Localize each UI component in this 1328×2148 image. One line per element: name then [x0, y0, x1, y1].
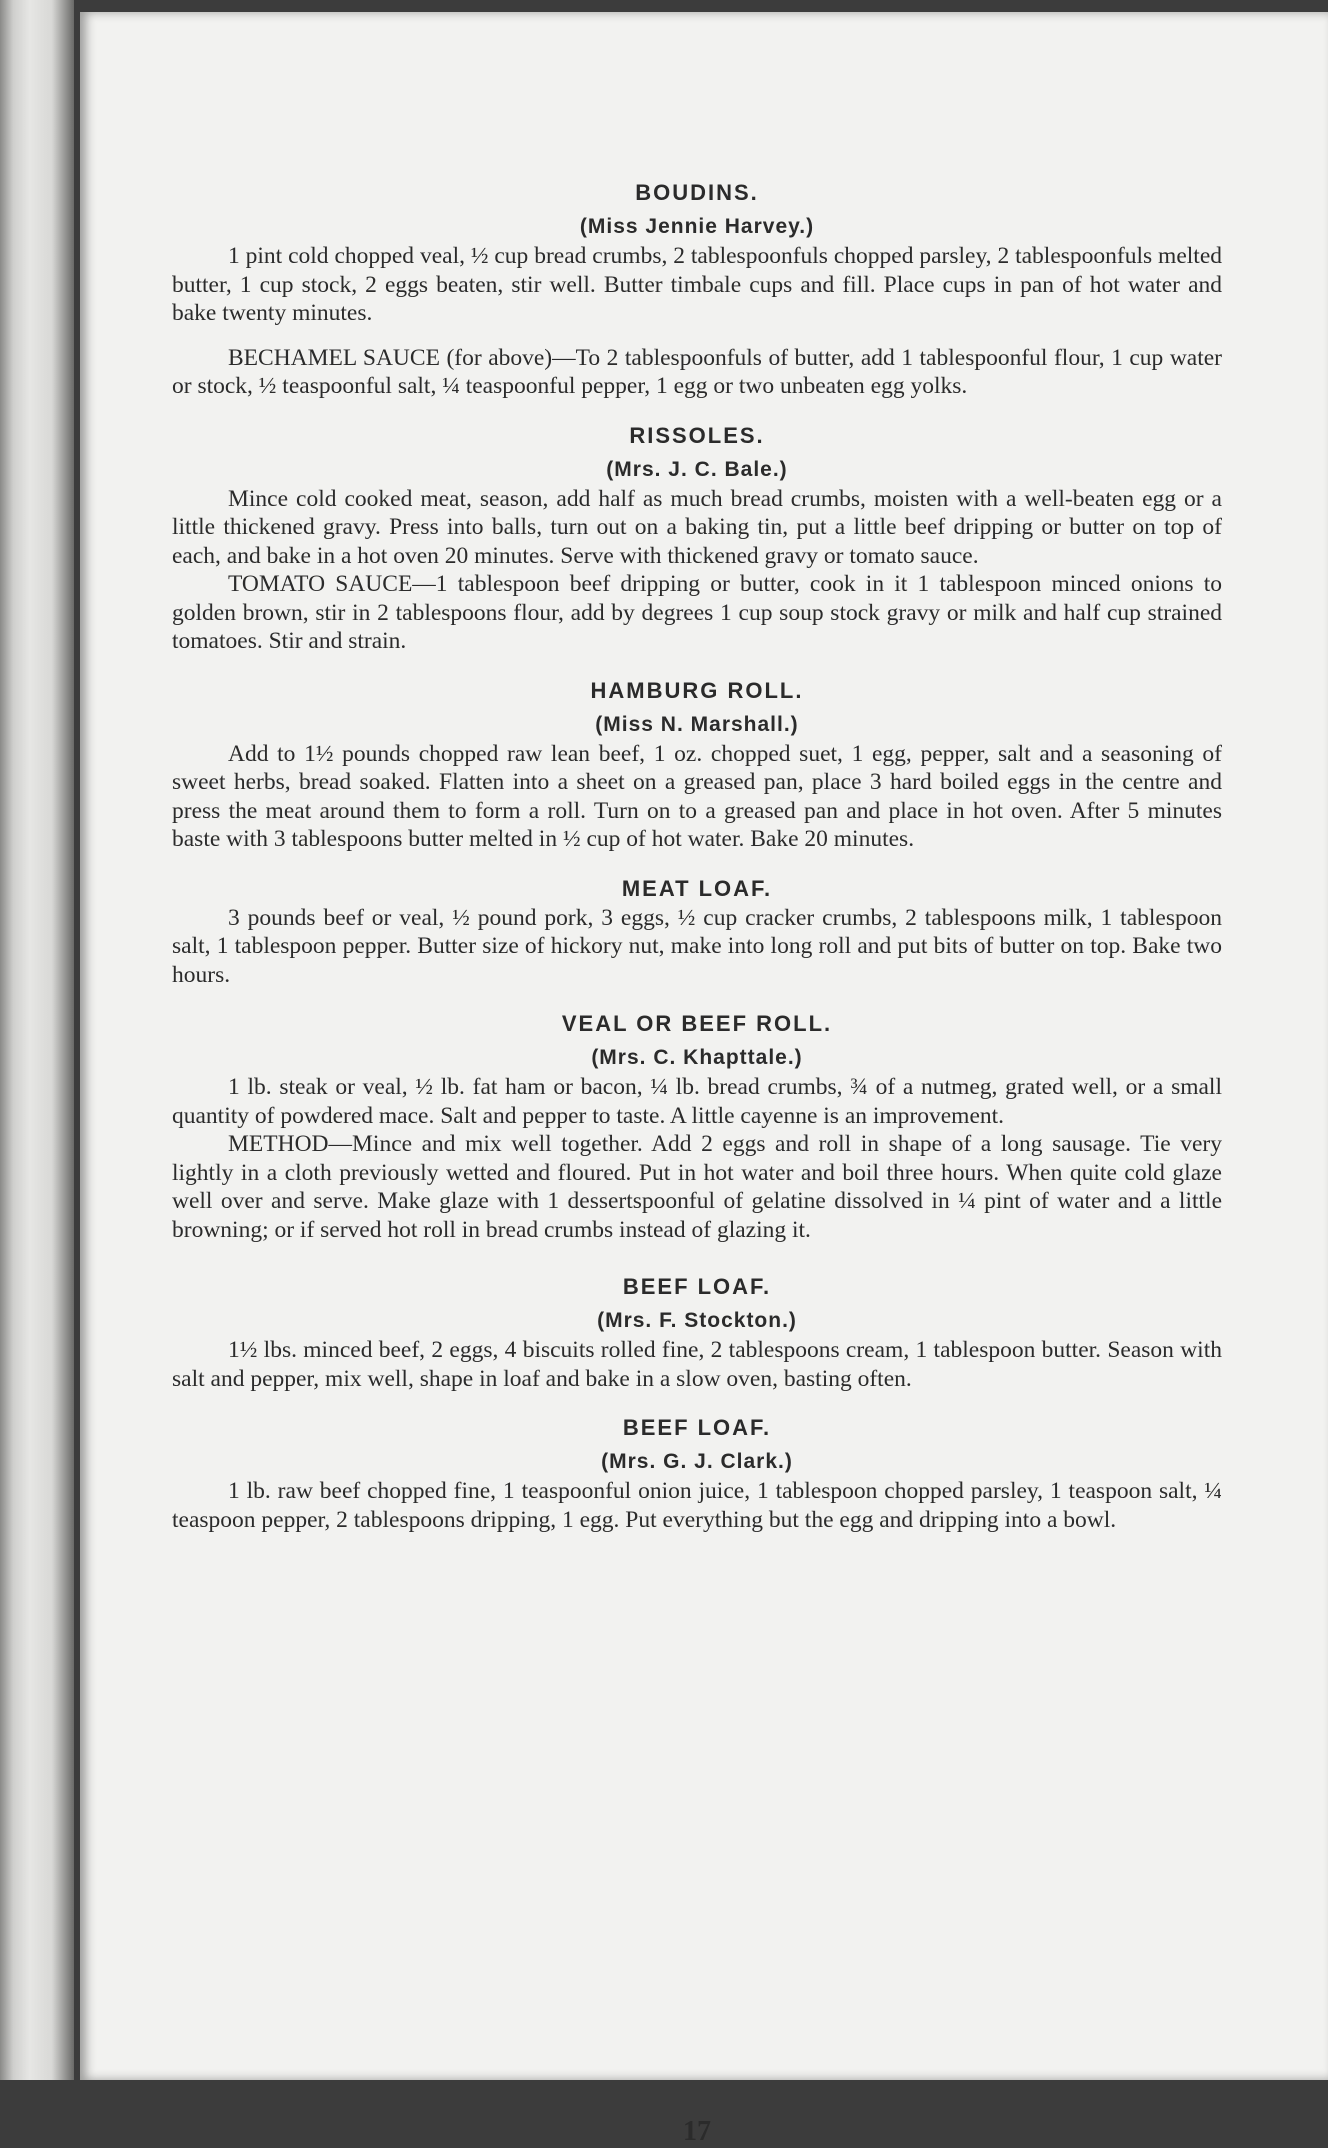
recipe-author: (Mrs. F. Stockton.) — [597, 1309, 797, 1332]
recipe-title: BEEF LOAF. — [622, 1274, 772, 1299]
recipe-author: (Mrs. C. Khapttale.) — [591, 1046, 803, 1069]
book-page — [80, 12, 1328, 2147]
recipe-title: HAMBURG ROLL. — [590, 677, 804, 703]
recipe-paragraph: 3 pounds beef or veal, ½ pound pork, 3 eggs, ½ cup cracker crumbs, 2 tablespoons milk, 1 tablespoon salt, 1 tablespoon pepper. Butter size of hickory nut, make into long roll and put bits of butter on top. Bake two hours. — [172, 904, 1222, 988]
recipe-paragraph: Mince cold cooked meat, season, add half as much bread crumbs, moisten with a well-beaten egg or a little thickened gravy. Press into balls, turn out on a baking tin, put a little beef dripping or butter on top of each, and bake in a hot oven 20 minutes. Serve with thickened gravy or tomato sauce. — [172, 485, 1222, 569]
page-number: 17 — [683, 2116, 711, 2147]
recipe-paragraph: 1 pint cold chopped veal, ½ cup bread crumbs, 2 tablespoonfuls chopped parsley, 2 tablespoonfuls melted butter, 1 cup stock, 2 eggs beaten, stir well. Butter timbale cups and fill. Place cups in pan of hot water and bake twenty minutes. — [172, 243, 1222, 326]
recipe-title: VEAL OR BEEF ROLL. — [561, 1011, 833, 1036]
recipe-author: (Mrs. G. J. Clark.) — [601, 1450, 793, 1473]
recipe-hamburg-roll — [172, 676, 1222, 854]
recipe-paragraph: METHOD—Mince and mix well together. Add 2 eggs and roll in shape of a long sausage. Tie very lightly in a cloth previously wetted and floured. Put in hot water and boil three hours. When quite cold glaze well over and serve. Make glaze with 1 dessertspoonful of gelatine dissolved in ¼ pint of water and a little browning; or if served hot roll in bread crumbs instead of glazing it. — [172, 1131, 1222, 1243]
recipe-beef-loaf-clark — [172, 1413, 1222, 1534]
recipe-paragraph: 1½ lbs. minced beef, 2 eggs, 4 biscuits rolled fine, 2 tablespoons cream, 1 tablespoon butter. Season with salt and pepper, mix well, shape in loaf and bake in a slow oven, basting often. — [172, 1337, 1222, 1392]
recipe-beef-loaf-stockton — [172, 1272, 1222, 1393]
recipe-author: (Miss Jennie Harvey.) — [579, 215, 815, 238]
recipe-rissoles — [172, 421, 1222, 656]
recipe-boudins — [172, 178, 1222, 401]
recipe-paragraph: 1 lb. steak or veal, ½ lb. fat ham or bacon, ¼ lb. bread crumbs, ¾ of a nutmeg, grated well, or a small quantity of powdered mace. Salt and pepper to taste. A little cayenne is an improvement. — [172, 1074, 1222, 1129]
recipe-meat-loaf — [172, 874, 1222, 990]
recipe-author: (Miss N. Marshall.) — [595, 712, 799, 736]
recipe-veal-or-beef-roll — [172, 1009, 1222, 1244]
recipe-title: MEAT LOAF. — [621, 875, 773, 901]
recipe-title: RISSOLES. — [629, 422, 765, 448]
recipe-paragraph: 1 lb. raw beef chopped fine, 1 teaspoonful onion juice, 1 tablespoon chopped parsley, 1 teaspoon salt, ¼ teaspoon pepper, 2 tablespoons dripping, 1 egg. Put everything but the egg and dripping into a bowl. — [172, 1478, 1222, 1533]
recipe-paragraph: Add to 1½ pounds chopped raw lean beef, 1 oz. chopped suet, 1 egg, pepper, salt and a seasoning of sweet herbs, bread soaked. Flatten into a sheet on a greased pan, place 3 hard boiled eggs in the centre and press the meat around them to form a roll. Turn on to a greased pan and place in hot oven. After 5 minutes baste with 3 tablespoons butter melted in ½ cup of hot water. Bake 20 minutes. — [172, 740, 1222, 852]
recipe-paragraph: BECHAMEL SAUCE (for above)—To 2 tablespoonfuls of butter, add 1 tablespoonful flour, 1 cup water or stock, ½ teaspoonful salt, ¼ teaspoonful pepper, 1 egg or two unbeaten egg yolks. — [172, 344, 1222, 399]
page-content — [172, 178, 1222, 2147]
recipe-title: BEEF LOAF. — [622, 1415, 772, 1440]
recipe-author: (Mrs. J. C. Bale.) — [606, 457, 788, 481]
recipe-title: BOUDINS. — [635, 180, 759, 205]
recipe-paragraph: TOMATO SAUCE—1 tablespoon beef dripping or butter, cook in it 1 tablespoon minced onions to golden brown, stir in 2 tablespoons flour, add by degrees 1 cup soup stock gravy or milk and half cup strained tomatoes. Stir and strain. — [172, 571, 1222, 654]
book-binding-edge — [0, 0, 74, 2080]
